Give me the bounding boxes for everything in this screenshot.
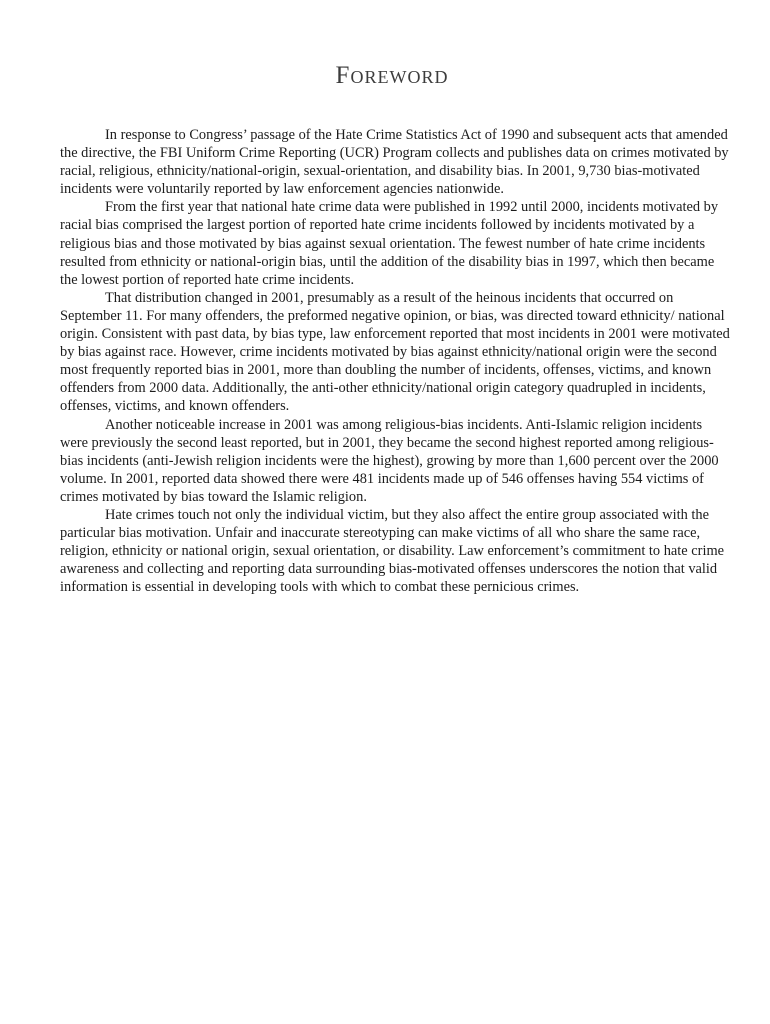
paragraph-2: From the first year that national hate crime data were published in 1992 until 2000, incidents motivated by racial bias comprised the largest portion of reported hate crime incidents followed by incidents motivated by a religious bias and those motivated by bias against sexual orientation. The fewest number of hate crime incidents resulted from ethnicity or national-origin bias, until the addition of the disability bias in 1997, which then became the lowest portion of reported hate crime incidents. bbox=[60, 199, 719, 288]
paragraph-3: That distribution changed in 2001, presumably as a result of the heinous incidents that occurred on September 11. For many offenders, the preformed negative opinion, or bias, was directed toward ethnicity/ national origin. Consistent with past data, by bias type, law enforcement reported that most incidents in 2001 were motivated by bias against race. However, crime incidents motivated by bias against ethnicity/national origin were the second most frequently reported bias in 2001, more than doubling the number of incidents, offenses, victims, and known offenders from 2000 data. Additionally, the anti-other ethnicity/national origin category quadrupled in incidents, offenses, victims, and known offenders. bbox=[60, 289, 730, 415]
page-title: Foreword bbox=[335, 62, 449, 89]
paragraph-5: Hate crimes touch not only the individual victim, but they also affect the entire group associated with the particular bias motivation. Unfair and inaccurate stereotyping can make victims of all who share the same race, religion, ethnicity or national origin, sexual orientation, or disability. Law enforcement’s commitment to hate crime awareness and collecting and reporting data surrounding bias-motivated offenses underscores the notion that valid information is essential in developing tools with which to combat these pernicious crimes. bbox=[60, 506, 725, 596]
paragraph-4: Another noticeable increase in 2001 was among religious-bias incidents. Anti-Islamic religion incidents were previously the second least reported, but in 2001, they became the second highest reported among religious-bias incidents (anti-Jewish religion incidents were the highest), growing by more than 1,600 percent over the 2000 volume. In 2001, reported data showed there were 481 incidents made up of 546 offenses having 554 victims of crimes motivated by bias toward the Islamic religion. bbox=[60, 416, 719, 505]
foreword-body bbox=[60, 126, 730, 596]
paragraph-1: In response to Congress’ passage of the Hate Crime Statistics Act of 1990 and subsequent acts that amended the directive, the FBI Uniform Crime Reporting (UCR) Program collects and publishes data on crimes motivated by racial, religious, ethnicity/national-origin, sexual-orientation, and disability bias. In 2001, 9,730 bias-motivated incidents were voluntarily reported by law enforcement agencies nationwide. bbox=[60, 127, 729, 198]
